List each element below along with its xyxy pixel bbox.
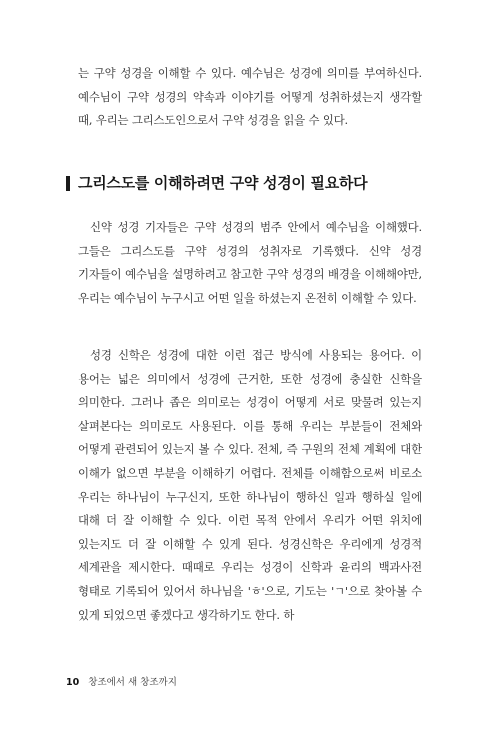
section-heading (66, 169, 366, 199)
page-number: 10 (66, 677, 80, 688)
section-heading-text: 그리스도를 이해하려면 구약 성경이 필요하다 (78, 174, 368, 192)
running-title: 창조에서 새 창조까지 (88, 677, 177, 688)
paragraph-1: 신약 성경 기자들은 구약 성경의 범주 안에서 예수님을 이해했다. 그들은 그리스도를 구약 성경의 성취자로 기록했다. 신약 성경 기자들이 예수님을 설명하려고 참고한 구약 성경의 배경을 이해해야만, 우리는 예수님이 누구시고 어떤 일을 하셨는지 온전히 이해할 수 있다. (78, 220, 422, 305)
heading-marker-bar (66, 176, 70, 191)
page-footer (66, 674, 177, 688)
paragraph-2: 성경 신학은 성경에 대한 이런 접근 방식에 사용되는 용어다. 이 용어는 넓은 의미에서 성경에 근거한, 또한 성경에 충실한 신학을 의미한다. 그러나 좁은 의미로는 성경이 어떻게 서로 맞물려 있는지 살펴본다는 의미로도 사용된다. 이를 통해 우리는 부분들이 전체와 어떻게 관련되어 있는지 볼 수 있다. 전체, 즉 구원의 전체 계획에 대한 이해가 없으면 부분을 이해하기 어렵다. 전체를 이해함으로써 비로소 우리는 하나님이 누구신지, 또한 하나님이 행하신 일과 행하실 일에 대해 더 잘 이해할 수 있다. 이런 목적 안에서 우리가 어떤 위치에 있는지도 더 잘 이해할 수 있게 된다. 성경신학은 우리에게 성경적 세계관을 제시한다. 때때로 우리는 성경이 신학과 윤리의 백과사전 형태로 기록되어 있어서 하나님을 'ㅎ'으로, 기도는 'ㄱ'으로 찾아볼 수 있게 되었으면 좋겠다고 생각하기도 한다. 하 (78, 348, 422, 622)
paragraph-continued: 는 구약 성경을 이해할 수 있다. 예수님은 성경에 의미를 부여하신다. 예수님이 구약 성경의 약속과 이야기를 어떻게 성취하셨는지 생각할 때, 우리는 그리스도인으로서 구약 성경을 읽을 수 있다. (78, 66, 422, 128)
